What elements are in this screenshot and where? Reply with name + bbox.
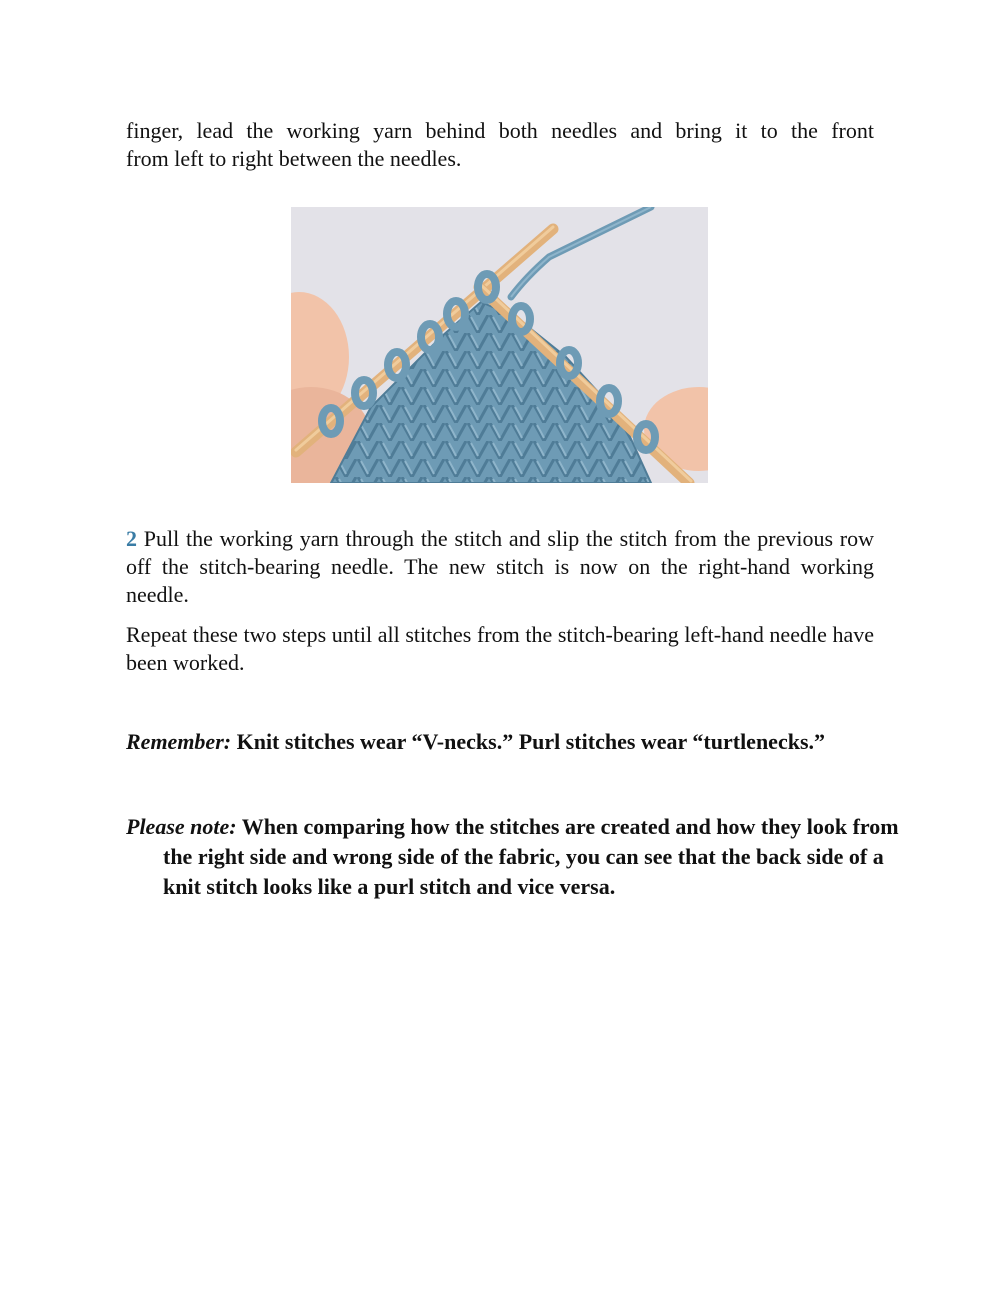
intro-line-2-text: from left to right between the needles. xyxy=(126,146,462,171)
remember-paragraph xyxy=(126,728,874,756)
note-text: When comparing how the stitches are created and how they look from the right side and wrong side of the fabric, you can see that the back side of a knit stitch looks like a purl stitch and vice versa. xyxy=(163,814,899,899)
note-paragraph xyxy=(126,812,911,902)
knitting-photo-icon xyxy=(291,207,708,483)
intro-line-2 xyxy=(126,145,874,173)
note-label: Please note: xyxy=(126,814,237,839)
intro-line-1 xyxy=(126,117,874,145)
remember-label: Remember: xyxy=(126,729,232,754)
intro-line-1-text: finger, lead the working yarn behind both needles and bring it to the front xyxy=(126,118,874,143)
repeat-paragraph xyxy=(126,621,874,677)
step-2-text: Pull the working yarn through the stitch and slip the stitch from the previous row off the stitch-bearing needle. The new stitch is now on the right-hand working needle. xyxy=(126,526,875,607)
step-2-paragraph xyxy=(126,525,874,609)
remember-text: Knit stitches wear “V-necks.” Purl stitches wear “turtlenecks.” xyxy=(236,729,826,754)
step-2-number: 2 xyxy=(126,526,137,551)
repeat-text: Repeat these two steps until all stitches from the stitch-bearing left-hand needle have been worked. xyxy=(126,622,874,675)
